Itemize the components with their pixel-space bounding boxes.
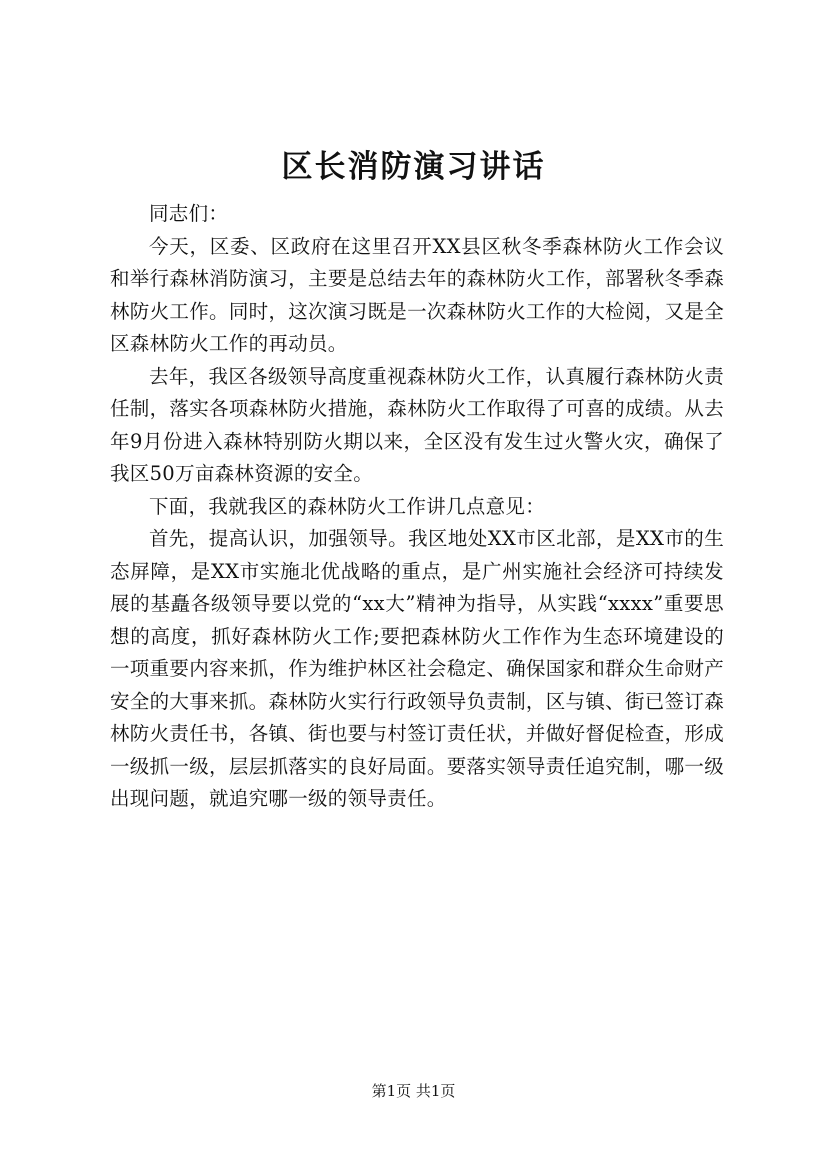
paragraph-first-point: 首先，提高认识，加强领导。我区地处XX市区北部，是XX市的生态屏障，是XX市实施北优战略的重点，是广州实施社会经济可持续发展的基矗各级领导要以党的“xx大”精神为指导，从实践“xxxx”重要思想的高度，抓好森林防火工作;要把森林防火工作作为生态环境建设的一项重要内容来抓，作为维护林区社会稳定、确保国家和群众生命财产安全的大事来抓。森林防火实行行政领导负责制，区与镇、街已签订森林防火责任书，各镇、街也要与村签订责任状，并做好督促检查，形成一级抓一级，层层抓落实的良好局面。要落实领导责任追究制，哪一级出现问题，就追究哪一级的领导责任。 xyxy=(110,527,724,810)
salutation: 同志们： xyxy=(149,202,229,225)
page-footer: 第1页 共1页 xyxy=(371,1082,456,1100)
paragraph-opening: 今天，区委、区政府在这里召开XX县区秋冬季森林防火工作会议和举行森林消防演习，主要是总结去年的森林防火工作，部署秋冬季森林防火工作。同时，这次演习既是一次森林防火工作的大检阅，又是全区森林防火工作的再动员。 xyxy=(110,234,724,355)
paragraph-last-year: 去年，我区各级领导高度重视森林防火工作，认真履行森林防火责任制，落实各项森林防火措施，森林防火工作取得了可喜的成绩。从去年9月份进入森林特别防火期以来，全区没有发生过火警火灾，确保了我区50万亩森林资源的安全。 xyxy=(110,364,724,485)
document-title: 区长消防演习讲话 xyxy=(281,149,546,185)
document-body xyxy=(110,198,724,816)
paragraph-intro-opinions: 下面，我就我区的森林防火工作讲几点意见： xyxy=(149,494,546,518)
